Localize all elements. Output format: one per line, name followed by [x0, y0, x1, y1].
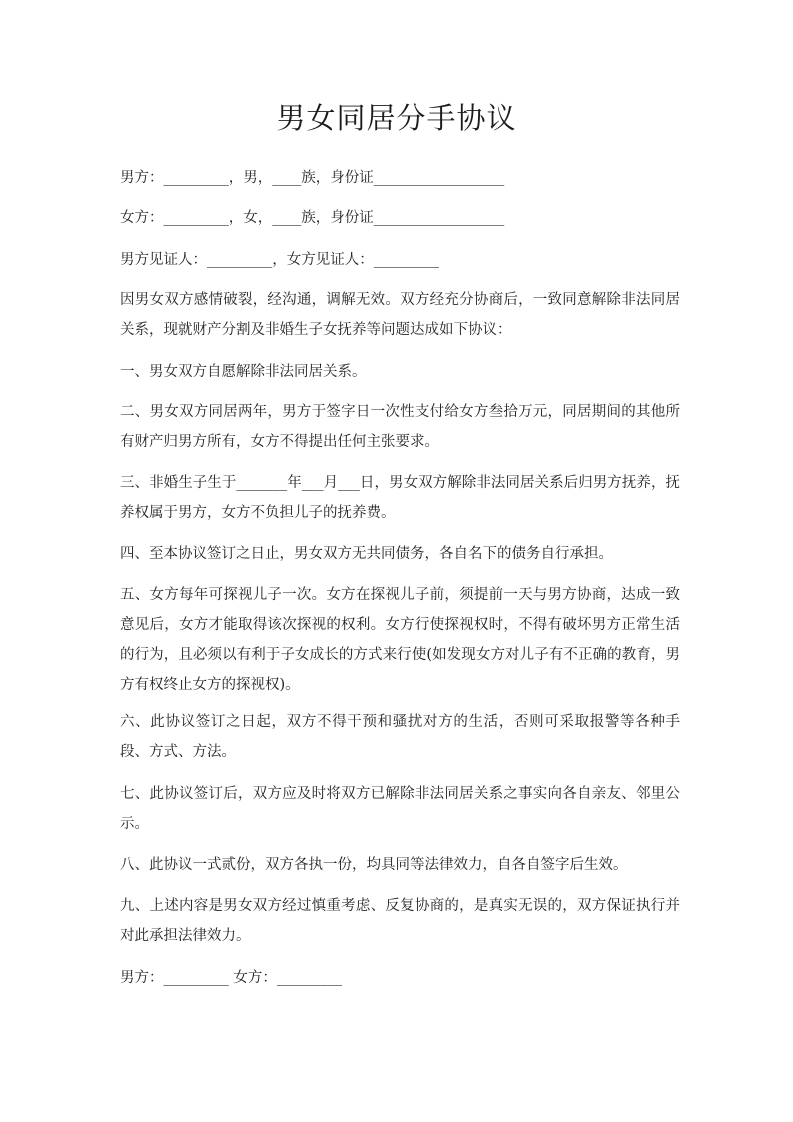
- female-party-info: 女方：_________，女，____族，身份证__________________: [120, 210, 505, 226]
- intro-paragraph: 因男女双方感情破裂，经沟通，调解无效。双方经充分协商后，一致同意解除非法同居关系，现就财产分割及非婚生子女抚养等问题达成如下协议：: [120, 292, 680, 338]
- document-title: 男女同居分手协议: [276, 101, 517, 135]
- signature-line: 男方：_________ 女方：_________: [120, 970, 343, 986]
- clause-9: 九、上述内容是男女双方经过慎重考虑、反复协商的，是真实无误的，双方保证执行并对此承担法律效力。: [120, 898, 680, 944]
- witnesses-line: 男方见证人：_________，女方见证人：_________: [120, 252, 439, 268]
- clause-8: 八、此协议一式贰份，双方各执一份，均具同等法律效力，自各自签字后生效。: [120, 857, 628, 873]
- clause-3: 三、非婚生子生于_______年___月___日，男女双方解除非法同居关系后归男方抚养，抚养权属于男方，女方不负担儿子的抚养费。: [120, 475, 680, 521]
- clause-6: 六、此协议签订之日起，双方不得干预和骚扰对方的生活，否则可采取报警等各种手段、方式、方法。: [120, 714, 680, 760]
- clause-5: 五、女方每年可探视儿子一次。女方在探视儿子前，须提前一天与男方协商，达成一致意见后，女方才能取得该次探视的权利。女方行使探视权时，不得有破坏男方正常生活的行为，且必须以有利于子女成长的方式来行使(如发现女方对儿子有不正确的教育，男方有权终止女方的探视权)。: [120, 587, 680, 693]
- male-party-info: 男方：_________，男，____族，身份证__________________: [120, 170, 505, 186]
- clause-4: 四、至本协议签订之日止，男女双方无共同债务，各自名下的债务自行承担。: [120, 546, 613, 562]
- clause-7: 七、此协议签订后，双方应及时将双方已解除非法同居关系之事实向各自亲友、邻里公示。: [120, 786, 680, 832]
- clause-2: 二、男女双方同居两年，男方于签字日一次性支付给女方叁拾万元，同居期间的其他所有财产归男方所有，女方不得提出任何主张要求。: [120, 404, 680, 450]
- clause-1: 一、男女双方自愿解除非法同居关系。: [120, 364, 367, 380]
